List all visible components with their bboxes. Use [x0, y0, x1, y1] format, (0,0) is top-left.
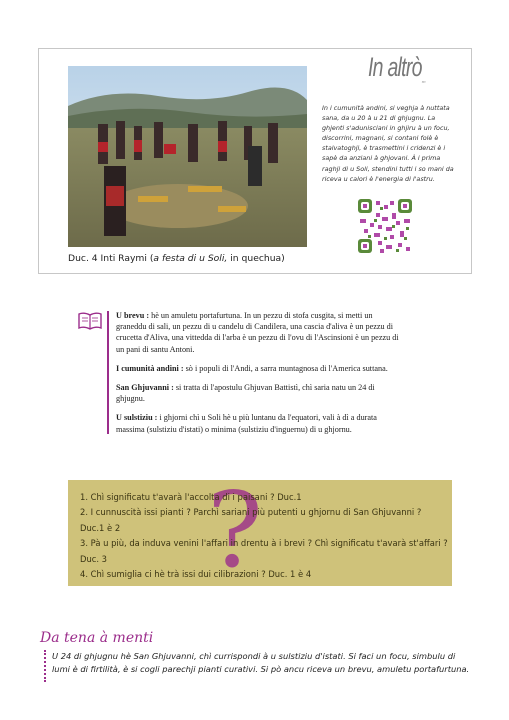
- question-line: 4. Chì sumiglia ci hè trà issi dui cilibrazioni ? Duc. 1 è 4: [80, 569, 312, 580]
- question-line: 3. Pà u più, da induva venini l'affari in drentu à i brevi ? Chì significatu t'avarà st'affari ?: [80, 538, 448, 549]
- vocab-entry: San Ghjuvanni : si tratta di l'apostulu Ghjuvan Battistì, chì saria natu un 24 di ghjugnu.: [116, 383, 375, 404]
- question-line: Duc. 3: [80, 553, 108, 564]
- aside-text: In i cumunità andini, si veghja à nuttata sana, da u 20 à u 21 di ghjugnu. La ghjenti s'adunisciani in ghjiru à un focu, discorrini, magnani, si contani folè è stalvatoghji, è trasmettini i cridenzi è i sapè da anziani à ghjovani. À i prima raghji di u Soli, stendini tutti i so mani da riceva u calori è l'energia di l'astru.: [322, 104, 454, 183]
- vocabulary-divider: [107, 311, 109, 434]
- vocab-entry: I cumunità andini : sò i populi di l'Andi, a sarra muntagnosa di l'America suttana.: [116, 363, 388, 373]
- open-book-icon: [78, 311, 102, 331]
- figure-caption: Duc. 4 Inti Raymi (a festa di u Soli, in quechua): [68, 253, 285, 264]
- vocab-entry: U brevu : hè un amuletu portafurtuna. In un pezzu di stofa cusgita, si metti un graneddu di sali, un pezzu di u candelu di Candilera, una cascia d'aliva è un pezzu di crucetta d'Aliva, una vittedda di l'arba è un pezzu di l'ovu di l'Ascinsioni è un pezzu di un pani di santu Antoni.: [116, 311, 399, 354]
- dotted-divider: [44, 650, 49, 682]
- inti-raymi-photo: [68, 66, 307, 247]
- questions-list: [80, 490, 446, 582]
- question-mark-icon: ?: [207, 469, 263, 591]
- da-tena-text: U 24 di ghjugnu hè San Ghjuvanni, chì currispondi à u sulstiziu d'istati. Si faci un focu, simbulu di lumi è di firtilità, è si cogli parechji pianti curativi. Si pò ancu riceva un brevu, amuletu portafurtuna.: [52, 651, 470, 675]
- in-altro-title: In altrò$_{...}$: [368, 52, 426, 86]
- qr-code[interactable]: [356, 197, 414, 255]
- vocabulary-list: [116, 310, 402, 443]
- question-line: 2. I cunnuscità issi pianti ? Parchì sariani più putenti u ghjornu di San Ghjuvanni ?: [80, 507, 422, 518]
- vocab-entry: U sulstiziu : i ghjorni chì u Soli hè u più luntanu da l'equatori, vali à dì a durata massima (sulstiziu d'istati) o minima (sulstiziu d'inguernu) di u ghjornu.: [116, 413, 377, 434]
- question-line: 1. Chì significatu t'avarà l'accolta di i paisani ? Duc.1: [80, 492, 302, 502]
- question-line: Duc.1 è 2: [80, 522, 121, 533]
- da-tena-title: Da tena à menti: [40, 630, 154, 646]
